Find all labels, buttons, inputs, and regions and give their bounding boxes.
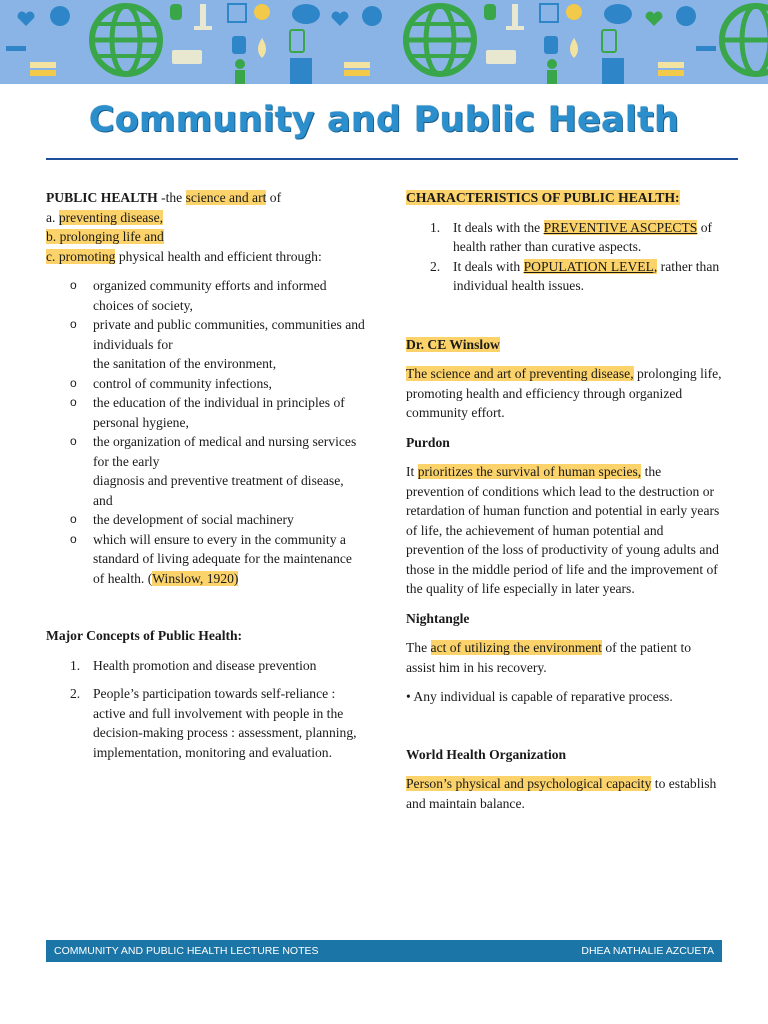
- list-item: o the organization of medical and nursing services for the early diagnosis and preventive treatment of disease, and: [70, 434, 357, 508]
- list-item: 1. It deals with the PREVENTIVE ASCPECTS of health rather than curative aspects.: [430, 219, 713, 254]
- title-divider: [46, 158, 738, 160]
- bullet-list: [46, 276, 366, 588]
- nightangle-heading: Nightangle: [406, 610, 470, 626]
- citation-highlight: Winslow, 1920): [152, 570, 239, 586]
- purdon-definition: It prioritizes the survival of human species, the prevention of conditions which lead to the destruction or retardation of human function and potential in early years of life, the achievement of human potential and prevention of the loss of productivity of young adults and those in the middle period of life and the improvement of the quality of life especially in later years.: [406, 464, 720, 596]
- footer-author: DHEA NATHALIE AZCUETA: [581, 945, 714, 957]
- nightangle-definition: The act of utilizing the environment of the patient to assist him in his recovery.: [406, 640, 692, 675]
- list-item: o the education of the individual in principles of personal hygiene,: [70, 395, 345, 430]
- highlight: b. prolonging life and: [46, 229, 164, 244]
- left-column: [46, 188, 366, 762]
- highlight: preventing disease,: [58, 209, 164, 225]
- purdon-heading: Purdon: [406, 434, 450, 450]
- nightangle-bullet: • Any individual is capable of reparative process.: [406, 689, 673, 704]
- highlight: PREVENTIVE ASCPECTS: [543, 219, 698, 235]
- page-title: Community and Public Health: [88, 100, 680, 140]
- microscope-icon: [194, 4, 524, 30]
- footer-course-title: COMMUNITY AND PUBLIC HEALTH LECTURE NOTES: [54, 945, 319, 957]
- highlight: c. promoting: [46, 248, 116, 264]
- globe-icon: [406, 6, 474, 74]
- list-item: o control of community infections,: [70, 375, 272, 391]
- right-column: [406, 188, 722, 813]
- list-item: o the development of social machinery: [70, 512, 294, 527]
- concepts-list: [46, 656, 366, 763]
- who-definition: Person’s physical and psychological capacity to establish and maintain balance.: [406, 776, 717, 811]
- globe-icon: [722, 6, 768, 74]
- list-item: 2. People’s participation towards self-reliance : active and full involvement with people in the decision-making process : assessment, planning, implementation, monitoring and evaluation.: [70, 686, 357, 760]
- list-item: 2. It deals with POPULATION LEVEL, rather than individual health issues.: [430, 258, 720, 293]
- winslow-heading: Dr. CE Winslow: [406, 336, 500, 352]
- public-health-definition: PUBLIC HEALTH -the science and art of a. preventing disease, b. prolonging life and c. promoting physical health and efficient through:: [46, 190, 322, 264]
- winslow-definition: The science and art of preventing disease, prolonging life, promoting health and efficiency through organized community effort.: [406, 366, 722, 420]
- list-item: o private and public communities, communities and individuals for the sanitation of the environment,: [70, 317, 365, 371]
- header-banner: [0, 0, 768, 84]
- list-item: 1. Health promotion and disease prevention: [70, 657, 317, 673]
- globe-icon: [92, 6, 160, 74]
- list-item: o which will ensure to every in the community a standard of living adequate for the maintenance of health. (Winslow, 1920): [70, 531, 352, 586]
- who-heading: World Health Organization: [406, 746, 567, 762]
- list-item: o organized community efforts and informed choices of society,: [70, 278, 327, 313]
- major-concepts-heading: Major Concepts of Public Health:: [46, 628, 243, 643]
- highlight: science and art: [185, 190, 267, 205]
- public-health-label: PUBLIC HEALTH: [46, 190, 158, 205]
- highlight: POPULATION LEVEL,: [523, 258, 658, 274]
- characteristics-heading: CHARACTERISTICS OF PUBLIC HEALTH:: [406, 190, 680, 205]
- chart-board-icon: [228, 4, 558, 22]
- footer-bar: [46, 940, 722, 962]
